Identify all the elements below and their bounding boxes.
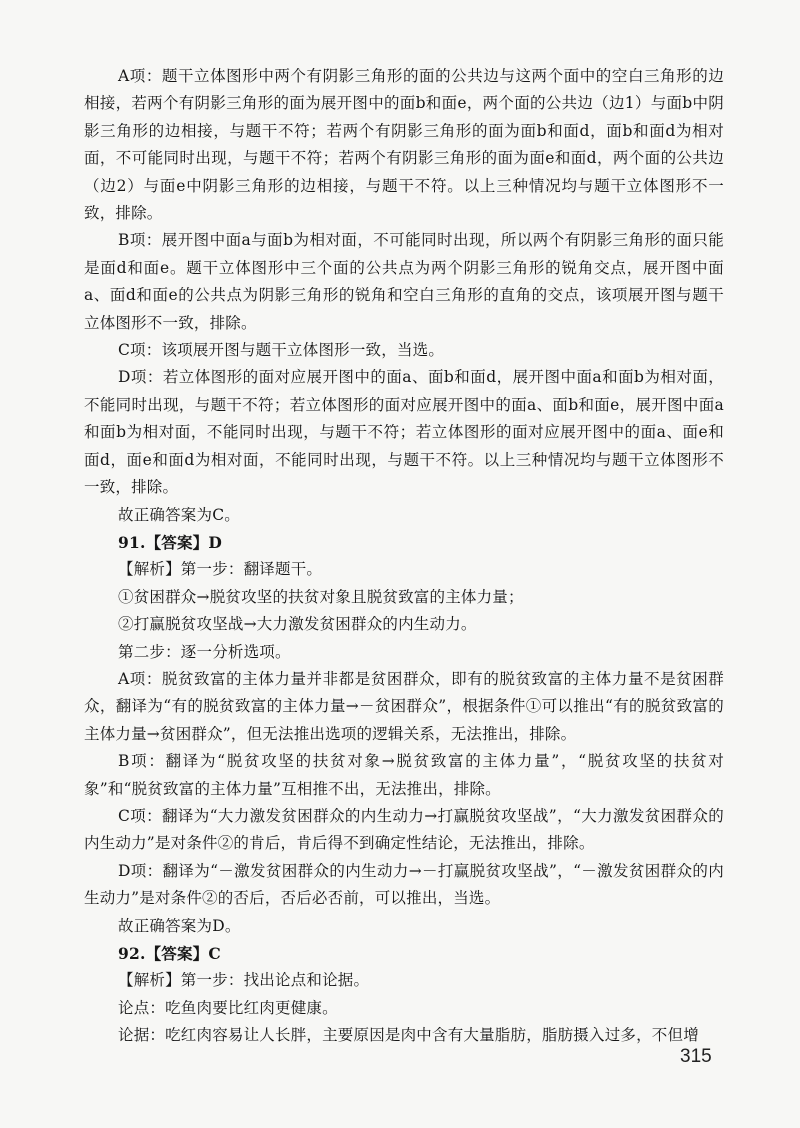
paragraph-option-d-analysis: D项：若立体图形的面对应展开图中的面a、面b和面d，展开图中面a和面b为相对面，不能同时出现，与题干不符；若立体图形的面对应展开图中的面a、面b和面e，展开图中面a和面b为相对面，不能同时出现，与题干不符；若立体图形的面对应展开图中的面a、面e和面d，面e和面d为相对面，不能同时出现，与题干不符。以上三种情况均与题干立体图形不一致，排除。 xyxy=(84,368,724,497)
analysis-step-2-91: 第二步：逐一分析选项。 xyxy=(118,642,291,661)
paragraph-conclusion-90: 故正确答案为C。 xyxy=(118,505,240,524)
condition-2-91: ②打赢脱贫攻坚战→大力激发贫困群众的内生动力。 xyxy=(118,615,477,634)
paragraph-91-option-c: C项：翻译为“大力激发贫困群众的内生动力→打赢脱贫攻坚战”，“大力激发贫困群众的内生动力”是对条件②的肯后，肯后得不到确定性结论，无法推出，排除。 xyxy=(84,806,724,853)
analysis-step-1-91: 【解析】第一步：翻译题干。 xyxy=(118,560,323,579)
evidence-92: 论据：吃红肉容易让人长胖，主要原因是肉中含有大量脂肪，脂肪摄入过多，不但增 xyxy=(118,1026,699,1045)
paragraph-conclusion-91: 故正确答案为D。 xyxy=(118,916,241,935)
text-body xyxy=(84,63,724,1050)
paragraph-91-option-d: D项：翻译为“－激发贫困群众的内生动力→－打赢脱贫攻坚战”，“－激发贫困群众的内生动力”是对条件②的否后，否后必否前，可以推出，当选。 xyxy=(84,861,724,908)
condition-1-91: ①贫困群众→脱贫攻坚的扶贫对象且脱贫致富的主体力量； xyxy=(118,587,524,606)
page-number: 315 xyxy=(680,1046,712,1067)
analysis-step-1-92: 【解析】第一步：找出论点和论据。 xyxy=(118,971,370,990)
paragraph-91-option-a: A项：脱贫致富的主体力量并非都是贫困群众，即有的脱贫致富的主体力量不是贫困群众，翻译为“有的脱贫致富的主体力量→－贫困群众”，根据条件①可以推出“有的脱贫致富的主体力量→贫困群众”，但无法推出选项的逻辑关系，无法推出，排除。 xyxy=(84,669,724,743)
paragraph-option-a-analysis: A项：题干立体图形中两个有阴影三角形的面的公共边与这两个面中的空白三角形的边相接，若两个有阴影三角形的面为展开图中的面b和面e，两个面的公共边（边1）与面b中阴影三角形的边相接，与题干不符；若两个有阴影三角形的面为面b和面d，面b和面d为相对面，不可能同时出现，与题干不符；若两个有阴影三角形的面为面e和面d，两个面的公共边（边2）与面e中阴影三角形的边相接，与题干不符。以上三种情况均与题干立体图形不一致，排除。 xyxy=(84,67,724,223)
paragraph-option-b-analysis: B项：展开图中面a与面b为相对面，不可能同时出现，所以两个有阴影三角形的面只能是面d和面e。题干立体图形中三个面的公共点为两个阴影三角形的锐角交点，展开图中面a、面d和面e的公共点为阴影三角形的锐角和空白三角形的直角的交点，该项展开图与题干立体图形不一致，排除。 xyxy=(84,231,724,332)
paragraph-91-option-b: B项：翻译为“脱贫攻坚的扶贫对象→脱贫致富的主体力量”，“脱贫攻坚的扶贫对象”和“脱贫致富的主体力量”互相推不出，无法推出，排除。 xyxy=(84,752,724,798)
answer-heading-91: 91.【答案】D xyxy=(118,532,223,552)
thesis-92: 论点：吃鱼肉要比红肉更健康。 xyxy=(118,998,338,1017)
answer-heading-92: 92.【答案】C xyxy=(118,944,221,963)
paragraph-option-c-analysis: C项：该项展开图与题干立体图形一致，当选。 xyxy=(118,341,445,360)
